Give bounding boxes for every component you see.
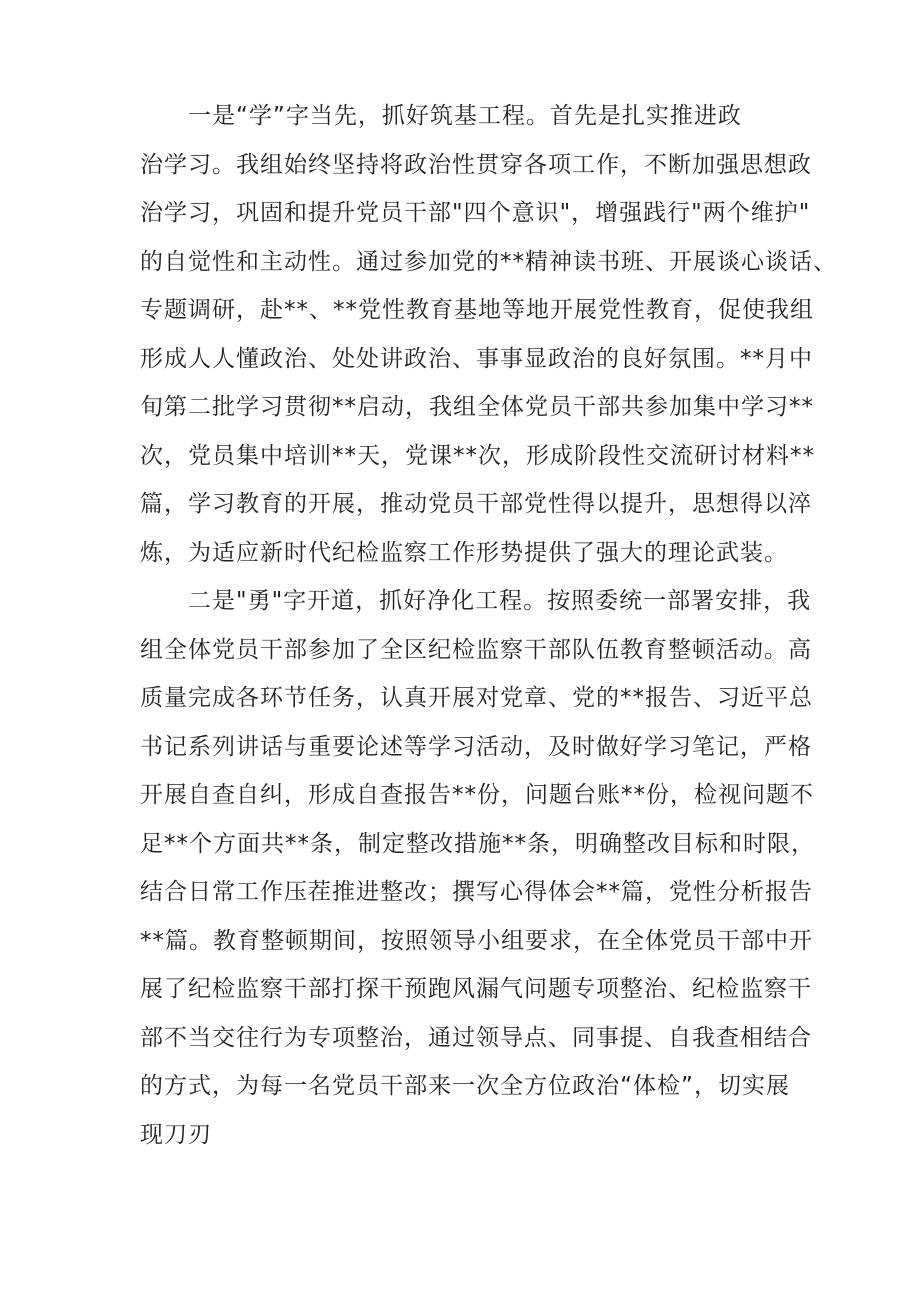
- text-line: 治学习。我组始终坚持将政治性贯穿各项工作，不断加强思想政: [140, 151, 812, 178]
- text-line: 质量完成各环节任务，认真开展对党章、党的**报告、习近平总: [140, 685, 813, 711]
- text-line: 部不当交往行为专项整治，通过领导点、同事提、自我查相结合: [140, 1024, 812, 1051]
- text-line: 书记系列讲话与重要论述等学习活动，及时做好学习笔记，严格: [140, 733, 812, 760]
- text-line: 足**个方面共**条，制定整改措施**条，明确整改目标和时限，: [140, 830, 815, 857]
- text-line: 专题调研，赴**、**党性教育基地等地开展党性教育，促使我组: [140, 297, 814, 323]
- text-line: 的自觉性和主动性。通过参加党的**精神读书班、开展谈心谈话、: [140, 248, 837, 275]
- text-line: 旬第二批学习贯彻**启动，我组全体党员干部共参加集中学习**: [140, 394, 814, 420]
- paragraph-2: [140, 577, 815, 1159]
- text-line: 展了纪检监察干部打探干预跑风漏气问题专项整治、纪检监察干: [140, 976, 812, 1002]
- paragraph-1: [140, 92, 837, 577]
- text-line: 次，党员集中培训**天，党课**次，形成阶段性交流研讨材料**: [140, 442, 815, 469]
- text-line: 开展自查自纠，形成自查报告**份，问题台账**份，检视问题不: [140, 782, 814, 808]
- text-line: **篇。教育整顿期间，按照领导小组要求，在全体党员干部中开: [140, 927, 813, 954]
- document-body: [140, 92, 837, 1159]
- text-line: 篇，学习教育的开展，推动党员干部党性得以提升，思想得以淬: [140, 491, 812, 517]
- text-line: 二是"勇"字开道，抓好净化工程。按照委统一部署安排，我: [188, 588, 812, 614]
- text-line: 炼，为适应新时代纪检监察工作形势提供了强大的理论武装。: [140, 539, 788, 566]
- text-line: 的方式，为每一名党员干部来一次全方位政治“体检”，切实展: [140, 1073, 790, 1099]
- text-line: 一是“学”字当先，抓好筑基工程。首先是扎实推进政: [188, 103, 742, 129]
- text-line: 现刀刃: [140, 1121, 212, 1148]
- text-line: 结合日常工作压茬推进整改；撰写心得体会**篇，党性分析报告: [140, 879, 813, 905]
- text-line: 形成人人懂政治、处处讲政治、事事显政治的良好氛围。**月中: [140, 345, 813, 372]
- text-line: 组全体党员干部参加了全区纪检监察干部队伍教育整顿活动。高: [140, 636, 812, 663]
- text-line: 治学习，巩固和提升党员干部"四个意识"，增强践行"两个维护": [140, 200, 811, 226]
